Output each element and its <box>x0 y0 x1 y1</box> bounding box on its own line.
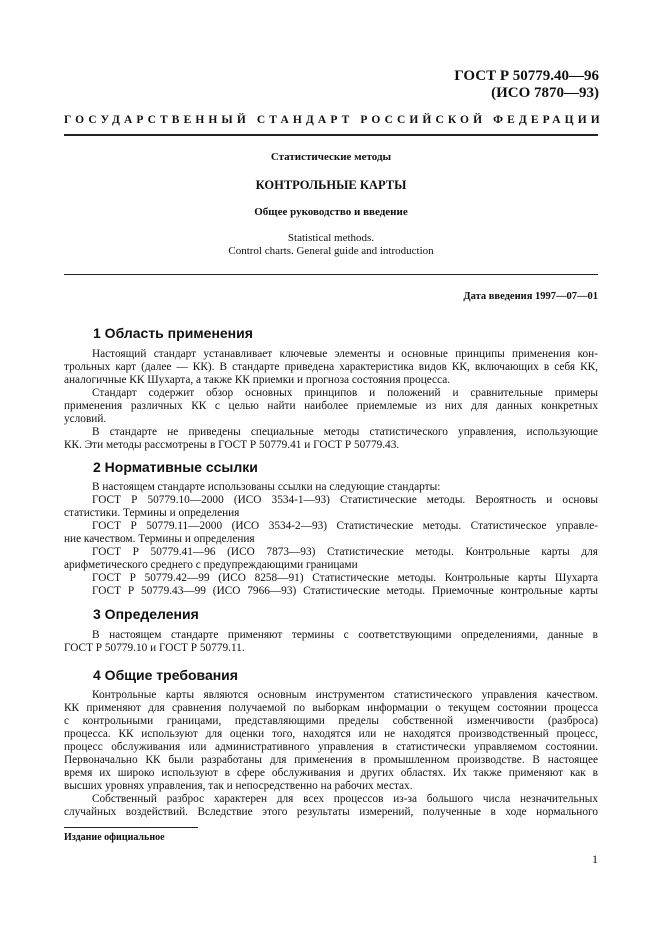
standard-title: ГОСУДАРСТВЕННЫЙ СТАНДАРТ РОССИЙСКОЙ ФЕДЕРАЦИИ <box>64 114 604 126</box>
section-4-line: Контрольные карты являются основным инструментом статистического управления качеством. <box>92 689 598 701</box>
section-4-line: высших уровнях управления, так и непосредственно на рабочих местах. <box>64 780 413 792</box>
section-4-heading: 4 Общие требования <box>93 667 238 683</box>
section-4-line: процесса. КК используют для оценки того, находятся или не находятся производственный процесс, <box>64 728 598 740</box>
section-4-body <box>64 689 598 819</box>
section-1-line: применения различных КК с целью найти наиболее приемлемые из них для данных конкретных <box>64 400 598 412</box>
section-2-line: В настоящем стандарте использованы ссылки на следующие стандарты: <box>92 481 441 493</box>
section-3-line: ГОСТ Р 50779.10 и ГОСТ Р 50779.11. <box>64 642 245 654</box>
section-2-line: ГОСТ Р 50779.43—99 (ИСО 7966—93) Статистические методы. Приемочные контрольные карты <box>92 585 598 597</box>
edition-label: Издание официальное <box>64 832 165 843</box>
section-2-line: ГОСТ Р 50779.11—2000 (ИСО 3534-2—93) Статистические методы. Статистическое управле- <box>92 520 598 532</box>
section-2-line: ние качеством. Термины и определения <box>64 533 255 545</box>
section-4-line: случайных воздействий. Вследствие этого результаты измерений, полученные в ходе нормального <box>64 806 598 818</box>
section-4-line: с контрольными границами, представляющими пределы собственной изменчивости (разброса) <box>64 715 598 727</box>
series-title: Статистические методы <box>270 151 392 163</box>
page-number: 1 <box>592 852 598 866</box>
section-2-line: ГОСТ Р 50779.41—96 (ИСО 7873—93) Статистические методы. Контрольные карты для <box>92 546 598 558</box>
title-bottom-rule <box>64 274 598 275</box>
section-2-heading: 2 Нормативные ссылки <box>93 459 258 475</box>
section-2-line: статистики. Термины и определения <box>64 507 240 519</box>
document-code-iso: (ИСО 7870—93) <box>491 85 599 101</box>
section-2-line: ГОСТ Р 50779.42—99 (ИСО 8258—91) Статистические методы. Контрольные карты Шухарта <box>92 572 598 584</box>
sub-title: Общее руководство и введение <box>254 206 408 218</box>
main-title: КОНТРОЛЬНЫЕ КАРТЫ <box>255 178 407 192</box>
top-rule <box>64 134 598 136</box>
section-1-line: КК. Эти методы рассмотрены в ГОСТ Р 50779.41 и ГОСТ Р 50779.43. <box>64 439 400 451</box>
footer-rule <box>64 827 198 828</box>
section-4-line: процесс обслуживания или административного управления в статистически управляемом состоянии. <box>64 741 598 753</box>
section-4-line: Собственный разброс характерен для всех процессов из-за большого числа незначительных <box>92 793 598 805</box>
section-2-line: арифметического среднего с предупреждающими границами <box>64 559 358 571</box>
section-1-line: Стандарт содержит обзор основных принципов и положений и сравнительные примеры <box>92 387 598 399</box>
english-title-line1: Statistical methods. <box>287 232 375 244</box>
section-2-line: ГОСТ Р 50779.10—2000 (ИСО 3534-1—93) Статистические методы. Вероятность и основы <box>92 494 598 506</box>
section-1-line: трольных карт (далее — КК). В стандарте приведена характеристика видов КК, включающих в себя КК, <box>64 361 598 373</box>
section-4-line: КК применяют для сравнения получаемой по выборкам информации о текущем состоянии процесса <box>64 702 598 714</box>
section-3-heading: 3 Определения <box>93 606 199 622</box>
section-4-line: время их широко используют в сфере обслуживания и других областях. Их также применяют как в <box>64 767 598 779</box>
section-1-line: условий. <box>64 413 107 425</box>
english-title-line2: Control charts. General guide and introduction <box>228 245 434 257</box>
section-1-heading: 1 Область применения <box>93 325 253 341</box>
section-1-line: В стандарте не приведены специальные методы статистического управления, использующие <box>92 426 598 438</box>
section-1-body <box>64 348 598 452</box>
document-code-gost: ГОСТ Р 50779.40—96 <box>454 68 599 84</box>
section-2-body <box>64 481 598 598</box>
document-code <box>454 68 599 102</box>
section-1-line: Настоящий стандарт устанавливает ключевые элементы и основные принципы применения кон- <box>92 348 598 360</box>
section-1-line: аналогичные КК Шухарта, а также КК приемки и прогноза состояния процесса. <box>64 374 451 386</box>
introduction-date: Дата введения 1997—07—01 <box>463 291 598 302</box>
section-3-body <box>64 629 598 655</box>
section-4-line: Первоначально КК были разработаны для применения в промышленном производстве. В настоящее <box>64 754 598 766</box>
section-3-line: В настоящем стандарте применяют термины с соответствующими определениями, данные в <box>92 629 598 641</box>
